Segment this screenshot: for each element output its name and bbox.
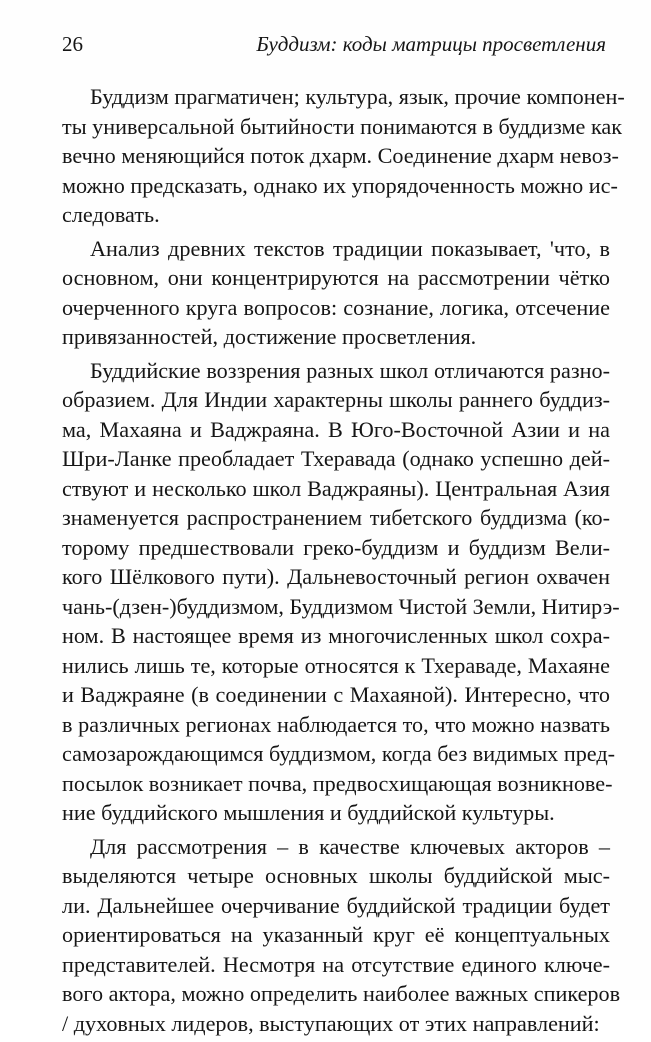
text-line: / духовных лидеров, выступающих от этих направлений: (62, 1010, 600, 1036)
paragraph (62, 832, 621, 1039)
text-line: ном. В настоящее время из многочисленных школ сохра- (62, 623, 610, 648)
text-line: можно предсказать, однако их упорядоченность можно ис- (62, 172, 618, 198)
text-line: чань-(дзен-)буддизмом, Буддизмом Чистой Земли, Нитирэ- (62, 593, 620, 619)
text-line: ли. Дальнейшее очерчивание буддийской традиции будет (62, 892, 610, 918)
text-line: Шри-Ланке преобладает Тхеравада (однако успешно дей- (62, 446, 610, 471)
text-line: Буддийские воззрения разных школ отличаются разно- (90, 357, 610, 383)
text-line: кого Шёлкового пути). Дальневосточный регион охвачен (62, 564, 610, 589)
text-line: вечно меняющийся поток дхарм. Соединение дхарм невоз- (62, 143, 619, 168)
text-line: основном, они концентрируются на рассмотрении чётко (62, 265, 610, 290)
text-line: Анализ древних текстов традиции показывает, 'что, в (90, 235, 610, 261)
text-line: ма, Махаяна и Ваджраяна. В Юго-Восточной Азии и на (62, 416, 610, 442)
paragraph (62, 82, 625, 230)
text-line: выделяются четыре основных школы буддийской мыс- (62, 863, 610, 888)
text-line: ты универсальной бытийности понимаются в буддизме как (62, 113, 623, 139)
paragraph (62, 234, 610, 352)
text-line: посылок возникает почва, предвосхищающая возникнове- (62, 770, 613, 796)
text-line: ориентироваться на указанный круг её концептуальных (62, 922, 610, 947)
text-line: самозарождающимся буддизмом, когда без видимых пред- (62, 741, 616, 766)
page-header (62, 32, 606, 64)
text-line: Для рассмотрения – в качестве ключевых акторов – (90, 833, 610, 859)
text-line: образием. Для Индии характерны школы раннего буддиз- (62, 387, 610, 412)
running-title: Буддизм: коды матрицы просветления (256, 32, 606, 56)
text-line: ствуют и несколько школ Ваджраяны). Центральная Азия (62, 475, 610, 501)
text-line: привязанностей, достижение просветления. (62, 324, 477, 349)
paragraph (62, 356, 620, 828)
page-number: 26 (62, 32, 83, 56)
text-line: ние буддийского мышления и буддийской культуры. (62, 800, 555, 825)
body-text (62, 82, 625, 1042)
text-line: торому предшествовали греко-буддизм и буддизм Вели- (62, 534, 610, 560)
text-line: очерченного круга вопросов: сознание, логика, отсечение (62, 294, 610, 320)
text-line: нились лишь те, которые относятся к Тхераваде, Махаяне (62, 652, 610, 678)
text-line: и Ваджраяне (в соединении с Махаяной). Интересно, что (62, 682, 610, 707)
text-line: знаменуется распространением тибетского буддизма (ко- (62, 505, 610, 530)
text-line: вого актора, можно определить наиболее важных спикеров (62, 981, 621, 1006)
text-line: в различных регионах наблюдается то, что можно назвать (62, 711, 610, 737)
text-line: следовать. (62, 202, 160, 227)
text-line: представителей. Несмотря на отсутствие единого ключе- (62, 951, 610, 977)
text-line: Буддизм прагматичен; культура, язык, прочие компонен- (90, 84, 625, 109)
